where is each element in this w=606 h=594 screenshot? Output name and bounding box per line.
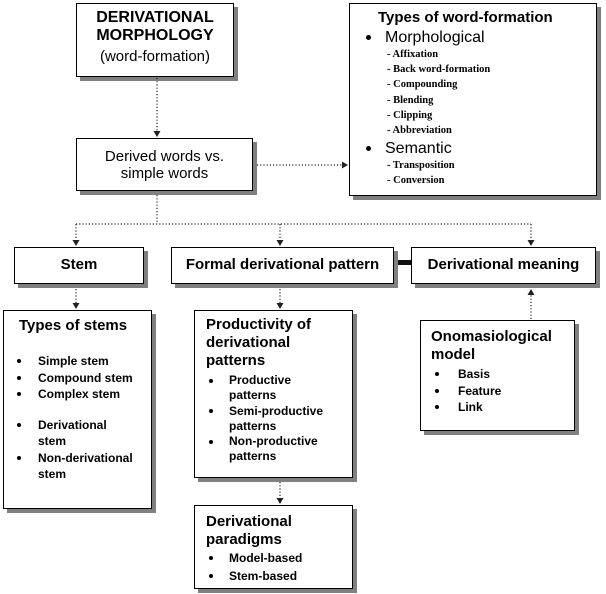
word-formation-types-title: Types of word-formation [378, 9, 553, 26]
arrowhead-down-icon [277, 240, 284, 246]
arrowhead-right-icon [342, 162, 348, 169]
onomasiological-item: Basis [435, 366, 501, 383]
arrowhead-down-icon [154, 131, 161, 137]
types-of-stems-list [17, 353, 133, 483]
productivity-item: Non-productive patterns [209, 434, 323, 465]
arrowhead-down-icon [528, 240, 535, 246]
arrowhead-up-icon [528, 289, 535, 295]
arrowhead-down-icon [277, 498, 284, 504]
semantic-item: - Transposition [387, 160, 455, 172]
morphological-item: - Blending [387, 94, 434, 106]
arrowhead-down-icon [73, 303, 80, 309]
derivational-meaning-label: Derivational meaning [427, 256, 580, 273]
word-formation-types-box [349, 3, 597, 196]
root-subtitle: (word-formation) [99, 48, 211, 65]
derivational-paradigms-box [194, 505, 353, 589]
semantic-list [387, 158, 490, 188]
productivity-list [209, 373, 323, 465]
morphological-item: - Abbreviation [387, 125, 452, 137]
stem-type-item: Simple stem [17, 353, 133, 370]
paradigm-item: Stem-based [209, 567, 302, 585]
onomasiological-model-list [435, 366, 501, 416]
paradigm-item: Model-based [209, 549, 302, 567]
morphological-item: - Clipping [387, 109, 433, 121]
onomasiological-model-box [420, 320, 575, 431]
stem-type-item: Compound stem [17, 370, 133, 387]
derivational-paradigms-title: Derivational paradigms [206, 513, 292, 548]
types-of-stems-box [3, 310, 152, 509]
formal-derivational-pattern-box [171, 247, 394, 284]
semantic-label: Semantic [366, 139, 490, 158]
derivational-morphology-box [76, 3, 234, 77]
derived-words-label: Derived words vs. simple words [104, 148, 225, 182]
formal-meaning-link [398, 260, 411, 265]
onomasiological-item: Link [435, 399, 501, 416]
morphological-item: - Affixation [387, 49, 439, 60]
productivity-item: Semi-productive patterns [209, 404, 323, 435]
productivity-box [194, 310, 353, 478]
productivity-item: Productive patterns [209, 373, 323, 404]
stem-label: Stem [60, 256, 98, 273]
semantic-item: - Conversion [387, 175, 445, 187]
morphological-item: - Compounding [387, 79, 458, 91]
root-title: DERIVATIONAL MORPHOLOGY [96, 9, 214, 44]
word-formation-groups [366, 28, 490, 189]
stem-type-item: Complex stem [17, 386, 133, 403]
stem-type-item: Derivational stem [17, 417, 133, 450]
arrowhead-down-icon [277, 303, 284, 309]
onomasiological-model-title: Onomasiological model [431, 328, 552, 363]
formal-derivational-pattern-label: Formal derivational pattern [185, 256, 380, 273]
stem-box [14, 247, 144, 284]
derivational-meaning-box [411, 247, 596, 284]
stem-type-item: Non-derivational stem [17, 450, 133, 483]
arrowhead-down-icon [73, 240, 80, 246]
morphological-list [387, 47, 490, 138]
onomasiological-item: Feature [435, 383, 501, 400]
morphological-item: - Back word-formation [387, 64, 491, 76]
derived-words-box [76, 138, 253, 191]
morphological-label: Morphological [366, 28, 490, 47]
productivity-title: Productivity of derivational patterns [206, 316, 312, 369]
derivational-paradigms-list [209, 549, 302, 585]
types-of-stems-title: Types of stems [19, 317, 128, 334]
